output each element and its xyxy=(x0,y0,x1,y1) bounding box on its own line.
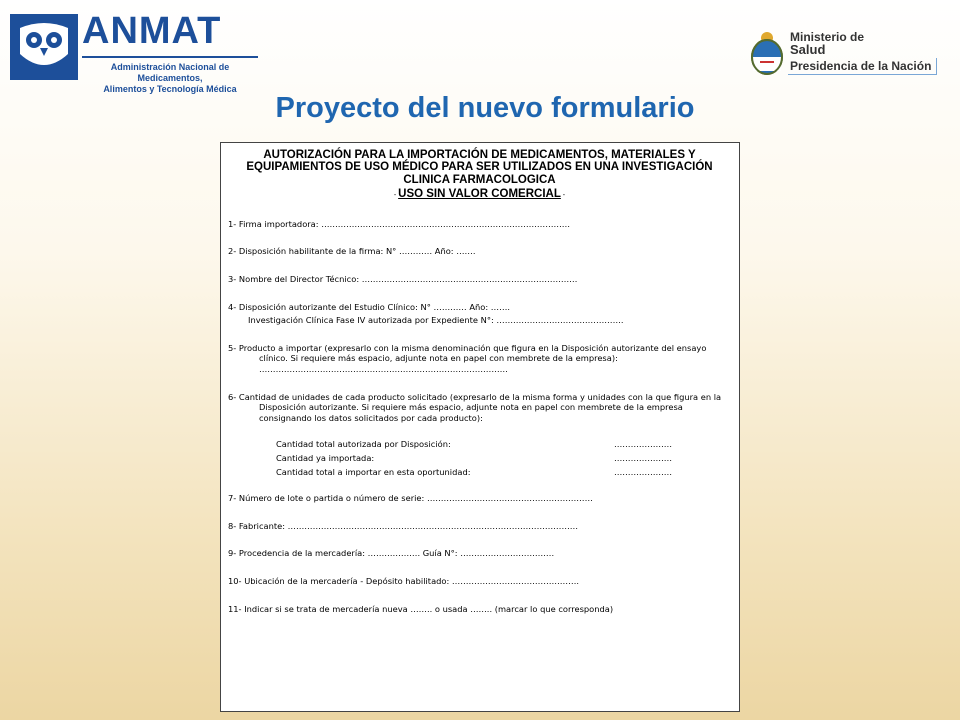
anmat-logo xyxy=(10,10,260,94)
subheading-prefix: - xyxy=(393,192,399,200)
form-item-4b: Investigación Clínica Fase IV autorizada por Expediente N°: ………………………………………. xyxy=(248,315,624,326)
ministerio-line2: Salud xyxy=(790,42,826,57)
anmat-subtitle xyxy=(82,62,258,95)
form-item-6: 6- Cantidad de unidades de cada producto solicitado (expresarlo de la misma forma y unidades con la que figura en la Disposición autorizante. Si requiere más espacio, adjunte nota en papel con membrete de la empresa consignando los datos solicitados por cada producto): xyxy=(228,391,722,423)
form-item-1: 1- Firma importadora: ……………………………………………………………………………… xyxy=(228,218,571,229)
qty-label: Cantidad ya importada: xyxy=(276,452,375,463)
anmat-rule xyxy=(82,56,258,58)
form-item-11: 11- Indicar si se trata de mercadería nueva …….. o usada …….. (marcar lo que corresponda) xyxy=(228,603,614,614)
form-item-5: 5- Producto a importar (expresarlo con la misma denominación que figura en la Disposición autorizante del ensayo clínico. Si requiere más espacio, adjunte nota en papel con membrete de la empresa): ……………………………………………………………………………… xyxy=(228,342,707,374)
coat-of-arms-icon xyxy=(748,28,786,76)
form-document xyxy=(220,142,740,712)
form-item-3: 3- Nombre del Director Técnico: …………………………………………………………………… xyxy=(228,274,578,284)
form-heading: AUTORIZACIÓN PARA LA IMPORTACIÓN DE MEDICAMENTOS, MATERIALES Y EQUIPAMIENTOS DE USO MÉDICO PARA SER UTILIZADOS EN UNA INVESTIGACIÓN CLINICA FARMACOLOGICA xyxy=(246,149,713,186)
qty-value: ………………… xyxy=(614,439,673,450)
form-subheading xyxy=(228,189,731,202)
anmat-name: ANMAT xyxy=(82,10,222,52)
subheading-text: USO SIN VALOR COMERCIAL xyxy=(398,188,561,201)
qty-label: Cantidad total autorizada por Disposición: xyxy=(276,439,451,450)
page-title: Proyecto del nuevo formulario xyxy=(275,92,695,124)
form-item-2: 2- Disposición habilitante de la firma: N° ………… Año: ……. xyxy=(228,246,476,257)
qty-value: ………………… xyxy=(614,452,673,463)
anmat-subtitle-line1: Administración Nacional de Medicamentos, xyxy=(110,62,230,83)
anmat-subtitle-line2: Alimentos y Tecnología Médica xyxy=(103,84,237,94)
ministerio-line3: Presidencia de la Nación xyxy=(790,59,932,73)
subheading-suffix: - xyxy=(560,192,566,200)
qty-row xyxy=(228,439,731,450)
ministerio-logo xyxy=(748,28,944,80)
form-item-4: 4- Disposición autorizante del Estudio Clínico: N° ………… Año: ……. xyxy=(228,301,511,312)
form-item-8: 8- Fabricante: …………………………………………………………………………………………… xyxy=(228,520,579,531)
form-item-7: 7- Número de lote o partida o número de serie: …………………………………………………… xyxy=(228,493,593,504)
qty-row xyxy=(228,467,731,478)
qty-label: Cantidad total a importar en esta oportunidad: xyxy=(276,466,471,477)
qty-value: ………………… xyxy=(614,466,673,477)
owl-icon xyxy=(10,14,78,80)
form-item-10: 10- Ubicación de la mercadería - Depósito habilitado: ………………………………………. xyxy=(228,575,580,586)
form-item-9: 9- Procedencia de la mercadería: ………………. Guía N°: ……………………………. xyxy=(228,548,555,559)
ministerio-line1: Ministerio de xyxy=(790,30,865,44)
qty-row xyxy=(228,453,731,464)
